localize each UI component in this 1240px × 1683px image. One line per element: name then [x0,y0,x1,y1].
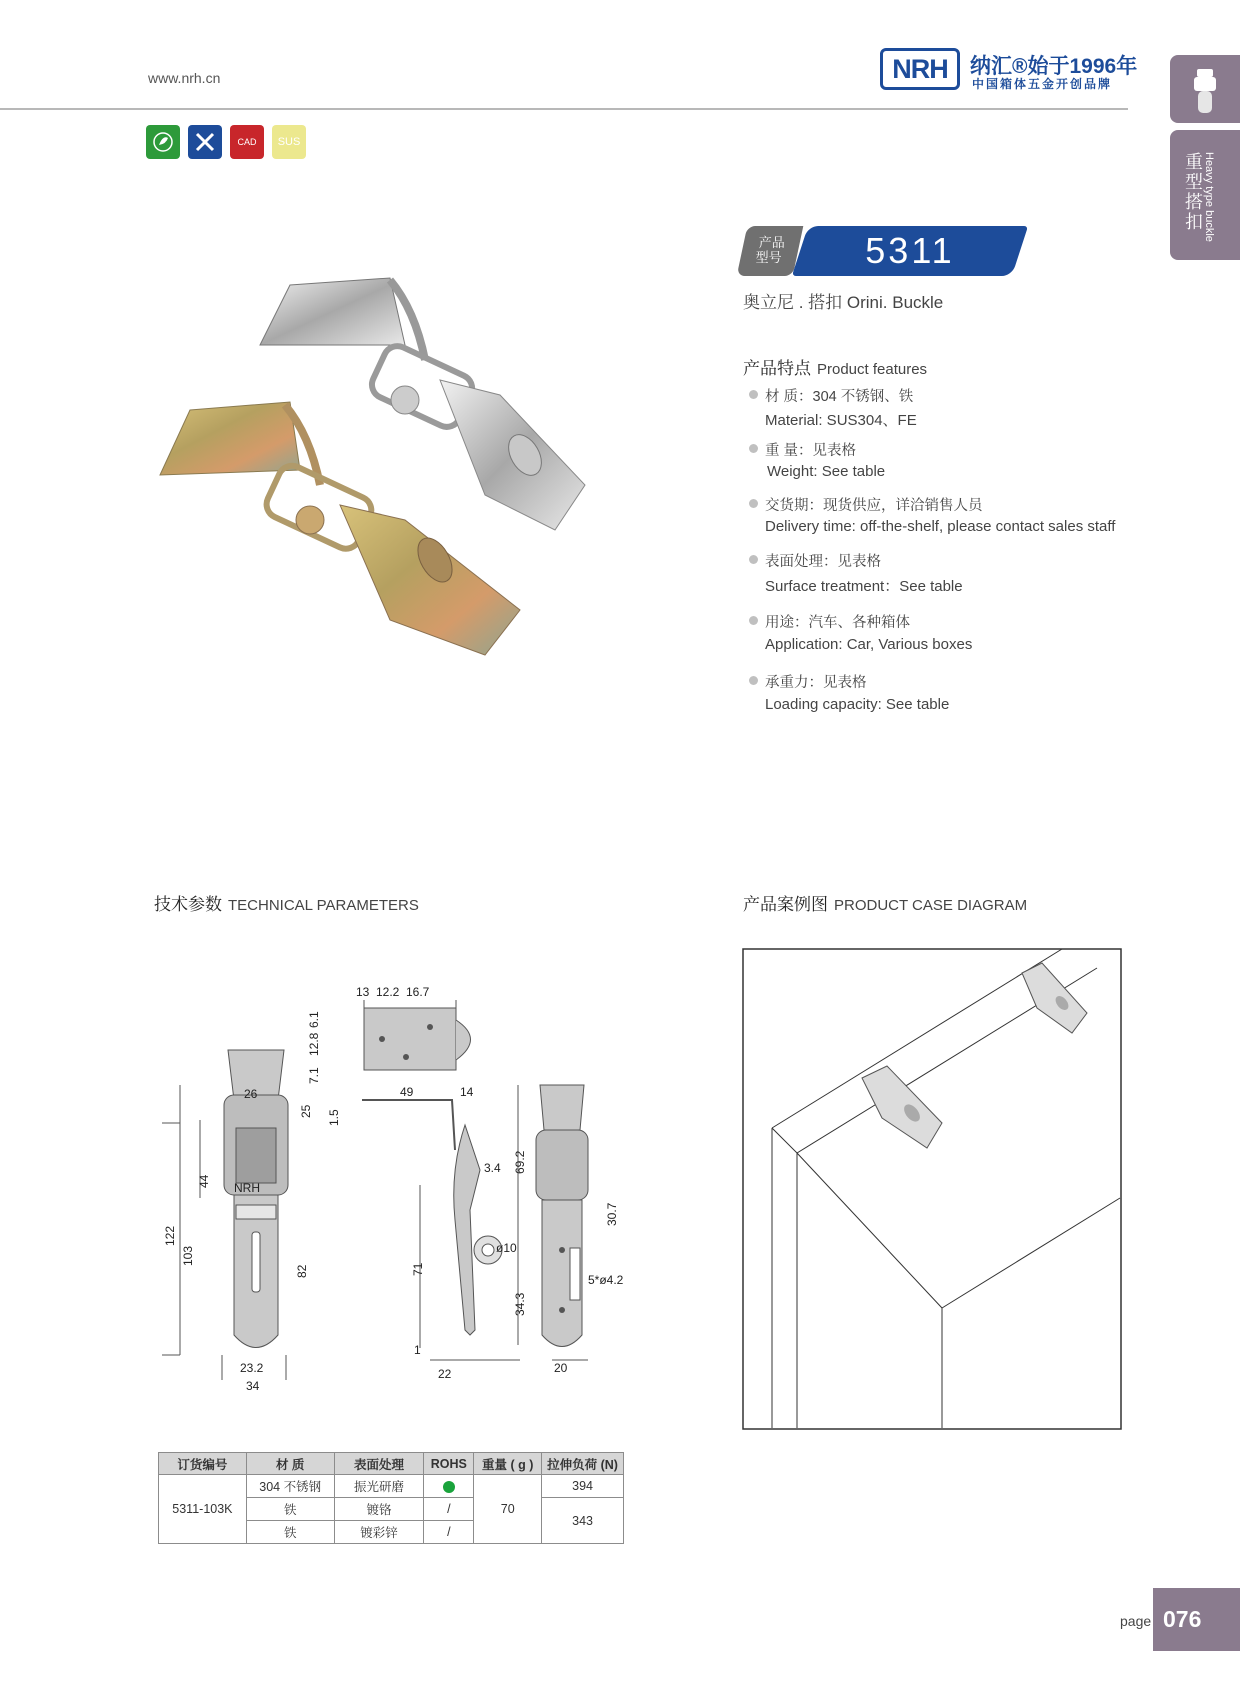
product-photo [140,250,680,720]
model-label-line2: 型号 [755,250,782,265]
feature-bullet [749,555,758,564]
dim-front-103: 103 [181,1245,195,1266]
cell-material: 铁 [246,1498,334,1521]
stainless-latch [260,278,585,530]
dim-side-49: 49 [400,1085,414,1099]
cell-finish: 振光研磨 [334,1475,424,1498]
features-title-cn: 产品特点 [743,359,811,378]
case-title-en: PRODUCT CASE DIAGRAM [834,897,1028,914]
parameter-table [158,1452,624,1544]
cell-weight: 70 [474,1475,542,1544]
model-label-line1: 产品 [758,235,785,250]
rohs-compliant-icon [443,1481,455,1493]
cell-finish: 镀铬 [334,1498,424,1521]
dim-right-30-7: 30.7 [605,1202,619,1226]
eco-leaf-icon [146,125,180,159]
brand-subtitle: 中国箱体五金开创品牌 [972,77,1113,91]
page-label: page [1120,1613,1152,1629]
dim-top-7-1: 7.1 [307,1067,321,1084]
dim-side-71: 71 [411,1262,425,1276]
side-tab-label-cn: 重型搭扣 [1183,152,1203,232]
nrh-logo: NRH [880,48,960,90]
dim-side-14: 14 [460,1085,474,1099]
th-material: 材 质 [246,1453,334,1475]
features-title-en: Product features [817,361,928,378]
dim-right-69-2: 69.2 [513,1150,527,1174]
feature-bullet [749,444,758,453]
cell-rohs [424,1475,474,1498]
case-diagram [742,948,1122,1430]
dim-front-25: 25 [299,1104,313,1118]
feature-surface-en: Surface treatment：See table [765,578,963,595]
dim-front-82: 82 [295,1264,309,1278]
dim-front-23-2: 23.2 [240,1361,264,1375]
case-diagram-title [743,890,1027,915]
cell-finish: 镀彩锌 [334,1521,424,1544]
cad-label: CAD [237,137,257,147]
dim-front-26: 26 [244,1087,258,1101]
nrh-mark: NRH [234,1181,260,1195]
dim-top-13: 13 [356,985,370,999]
sus-icon [272,125,306,159]
brand-title: 纳汇®始于1996年 [970,55,1138,78]
latch-icon [1170,55,1240,123]
dim-side-3-4: 3.4 [484,1161,501,1175]
feature-delivery-en: Delivery time: off-the-shelf, please contact sales staff [765,518,1116,535]
feature-material-cn: 材 质：304 不锈钢、铁 [765,389,914,405]
site-url[interactable]: www.nrh.cn [148,70,221,86]
feature-surface-cn: 表面处理：见表格 [765,554,881,570]
cell-load: 343 [542,1498,624,1544]
case-title-cn: 产品案例图 [743,895,828,914]
feature-delivery-cn: 交货期：现货供应，详洽销售人员 [765,498,983,514]
cell-material: 304 不锈钢 [246,1475,334,1498]
tech-title-en: TECHNICAL PARAMETERS [228,897,419,914]
page-number: 076 [1153,1588,1240,1651]
cad-icon [230,125,264,159]
feature-weight-en: Weight: See table [767,463,886,480]
feature-bullet [749,616,758,625]
cell-rohs: / [424,1498,474,1521]
th-finish: 表面处理 [334,1453,424,1475]
feature-weight-cn: 重 量：见表格 [765,443,857,459]
features-title [743,354,927,379]
dim-top-6-1: 6.1 [307,1011,321,1028]
dim-front-122: 122 [163,1225,177,1246]
dim-right-20: 20 [554,1361,568,1375]
technical-drawing [140,960,700,1410]
dim-right-34-3: 34.3 [513,1292,527,1316]
cell-material: 铁 [246,1521,334,1544]
feature-bullet [749,676,758,685]
dim-side-1: 1 [414,1343,421,1357]
dim-top-12-2: 12.2 [376,985,400,999]
cell-order-no: 5311-103K [159,1475,247,1544]
model-number: 5311 [865,230,955,271]
header-divider [0,108,1128,110]
dim-side-1-5: 1.5 [327,1109,341,1126]
dim-side-phi10: ø10 [496,1241,517,1255]
sus-label: SUS [277,136,301,148]
feature-material-en: Material: SUS304、FE [765,412,917,429]
feature-application-en: Application: Car, Various boxes [765,636,973,653]
th-load: 拉伸负荷 (N) [542,1453,624,1475]
feature-application-cn: 用途：汽车、各种箱体 [765,615,910,631]
side-tab-label-en: Heavy type buckle [1203,152,1215,242]
tools-icon [188,125,222,159]
feature-loading-en: Loading capacity: See table [765,696,950,713]
tech-params-title [154,890,419,915]
feature-bullet [749,390,758,399]
cell-load: 394 [542,1475,624,1498]
dim-side-22: 22 [438,1367,452,1381]
feature-bullet [749,499,758,508]
side-tab-icon-box[interactable] [1170,55,1240,123]
th-weight: 重量 ( g ) [474,1453,542,1475]
feature-loading-cn: 承重力：见表格 [765,675,867,691]
cell-rohs: / [424,1521,474,1544]
dim-front-44: 44 [197,1174,211,1188]
table-row [159,1475,624,1498]
product-subtitle: 奥立尼 . 搭扣 Orini. Buckle [743,293,944,312]
th-order-no: 订货编号 [159,1453,247,1475]
tech-title-cn: 技术参数 [154,895,222,914]
dim-front-34: 34 [246,1379,260,1393]
dim-top-12-8: 12.8 [307,1032,321,1056]
dim-top-16-7: 16.7 [406,985,430,999]
dim-right-5-phi4-2: 5*ø4.2 [588,1273,624,1287]
th-rohs: ROHS [424,1453,474,1475]
